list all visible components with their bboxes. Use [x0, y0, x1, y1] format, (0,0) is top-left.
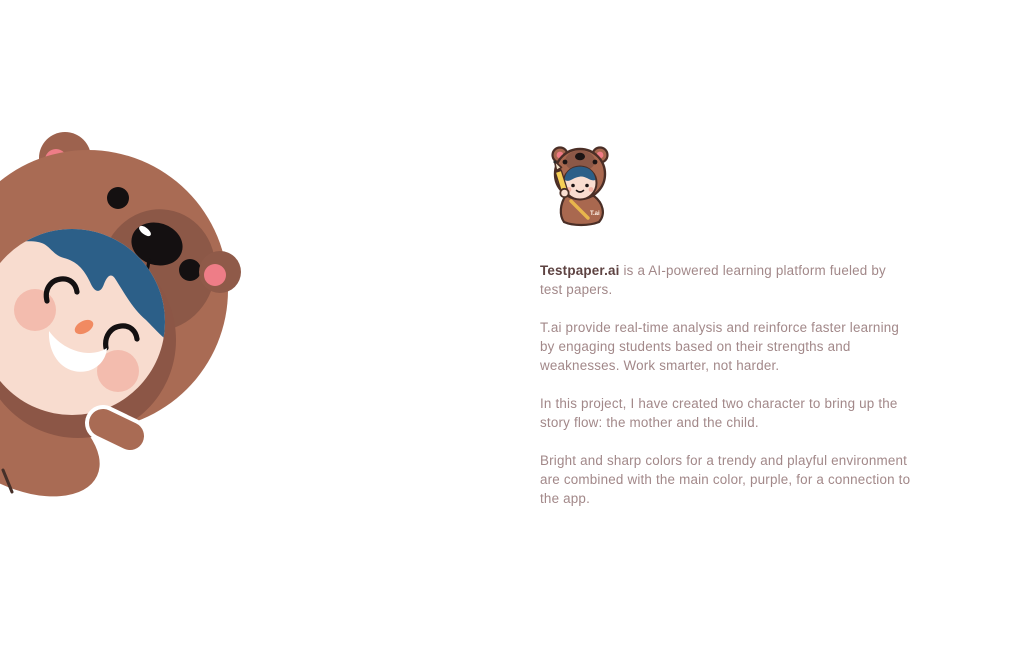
icon-bear-eye-right — [593, 160, 598, 165]
about-section — [540, 142, 912, 508]
icon-child-eye-left — [571, 184, 575, 188]
child-blush-left — [14, 289, 56, 331]
bear-eye-right — [179, 259, 201, 281]
about-text — [540, 261, 912, 508]
bear-eye-left — [107, 187, 129, 209]
icon-bear-eye-left — [563, 160, 568, 165]
paragraph-characters: In this project, I have created two character to bring up the story flow: the mother and the child. — [540, 396, 898, 430]
testpaper-mascot-icon — [543, 142, 617, 228]
icon-bear-nose — [575, 153, 585, 161]
icon-blush-right — [589, 187, 594, 192]
paragraph-analysis: T.ai provide real-time analysis and reinforce faster learning by engaging students based on their strengths and weaknesses. Work smarter, not harder. — [540, 320, 900, 373]
bear-child-illustration — [0, 130, 270, 502]
intro-paragraph — [540, 261, 912, 299]
icon-child-eye-right — [585, 184, 589, 188]
bear-arm — [103, 423, 130, 436]
brand-name: Testpaper.ai — [540, 263, 620, 278]
paragraph-colors: Bright and sharp colors for a trendy and playful environment are combined with the main color, purple, for a connection to the app. — [540, 453, 911, 506]
intro-rest: is a AI-powered learning platform fueled by test papers. — [540, 263, 886, 297]
bear-right-ear — [199, 251, 241, 293]
icon-chest-badge: T.ai — [590, 211, 600, 217]
